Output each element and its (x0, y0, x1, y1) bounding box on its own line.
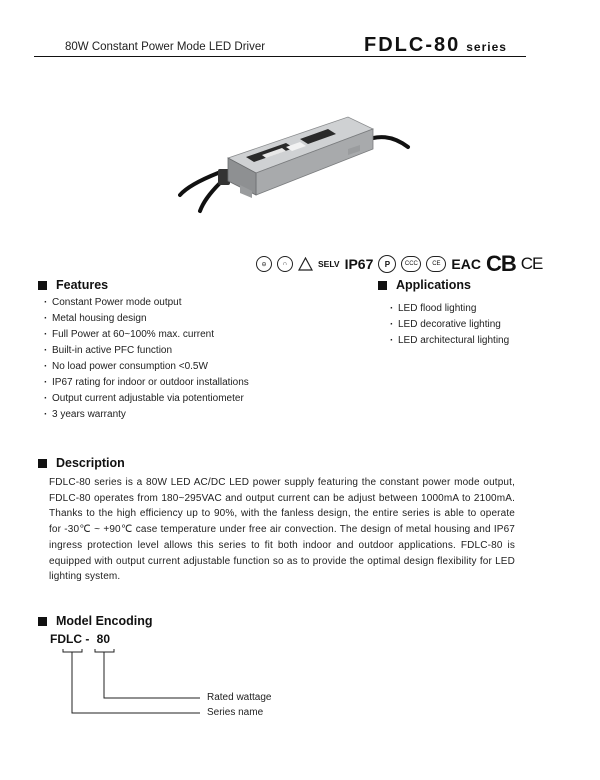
document-subtitle: 80W Constant Power Mode LED Driver (65, 41, 266, 53)
list-item: · LED flood lighting (390, 301, 570, 317)
cert-eac: EAC (451, 256, 481, 272)
header-rule (34, 56, 526, 57)
applications-list (390, 301, 570, 349)
cert-ccc-icon: CCC (401, 256, 421, 272)
section-bullet-icon (38, 459, 47, 468)
cert-independent-icon: ∩ (277, 256, 293, 272)
list-item: · Full Power at 60~100% max. current (44, 327, 304, 343)
cert-temperature-triangle-icon (298, 257, 313, 271)
encoding-rated-wattage-label: Rated wattage (207, 692, 272, 703)
encoding-wattage-code: 80 (96, 632, 111, 646)
list-item: · Output current adjustable via potentiometer (44, 391, 304, 407)
list-item: · No load power consumption <0.5W (44, 359, 304, 375)
cert-ce: CE (520, 254, 543, 273)
cert-lamp-control-icon: ⊖ (256, 256, 272, 272)
list-item: · LED decorative lighting (390, 317, 570, 333)
encoding-series-name-label: Series name (207, 707, 264, 718)
certification-marks (256, 252, 542, 276)
list-item: · LED architectural lighting (390, 333, 570, 349)
product-photo (178, 103, 418, 218)
cert-cb: CB (485, 251, 516, 276)
list-item: · Constant Power mode output (44, 295, 304, 311)
cert-cul-icon: CE (426, 256, 446, 272)
list-item: · Metal housing design (44, 311, 304, 327)
section-bullet-icon (38, 617, 47, 626)
features-list (44, 295, 304, 423)
applications-heading: Applications (378, 278, 471, 292)
description-heading: Description (38, 456, 125, 470)
section-bullet-icon (378, 281, 387, 290)
encoding-prefix: FDLC - (50, 632, 90, 646)
list-item: · Built-in active PFC function (44, 343, 304, 359)
list-item: · IP67 rating for indoor or outdoor installations (44, 375, 304, 391)
model-name: FDLC-80 (364, 34, 461, 56)
series-label: series (466, 40, 507, 54)
model-title (364, 34, 507, 57)
description-text: FDLC-80 series is a 80W LED AC/DC LED power supply featuring the constant power mode output, FDLC-80 operates from 180~295VAC and output current can be adjust between 1000mA to 2100mA. Thanks to the high efficiency up to 90%, with the fanless design, the entire series is able to operate for -30℃ ~ +90℃ case temperature under free air convection. The design of metal housing and IP67 ingress protection level allows this series to fit both indoor and outdoor applications. FDLC-80 is equipped with output current adjustable function so as to provide the optimal design flexibility for LED lighting system. (49, 477, 515, 583)
encoding-diagram-lines (60, 646, 220, 718)
model-encoding-heading: Model Encoding (38, 614, 153, 628)
features-heading: Features (38, 278, 108, 292)
cert-selv: SELV (318, 259, 340, 269)
encoding-model-code (50, 632, 110, 646)
cert-ip67: IP67 (344, 256, 374, 272)
section-bullet-icon (38, 281, 47, 290)
list-item: · 3 years warranty (44, 407, 304, 423)
cert-p-mark-icon: P (378, 255, 396, 273)
